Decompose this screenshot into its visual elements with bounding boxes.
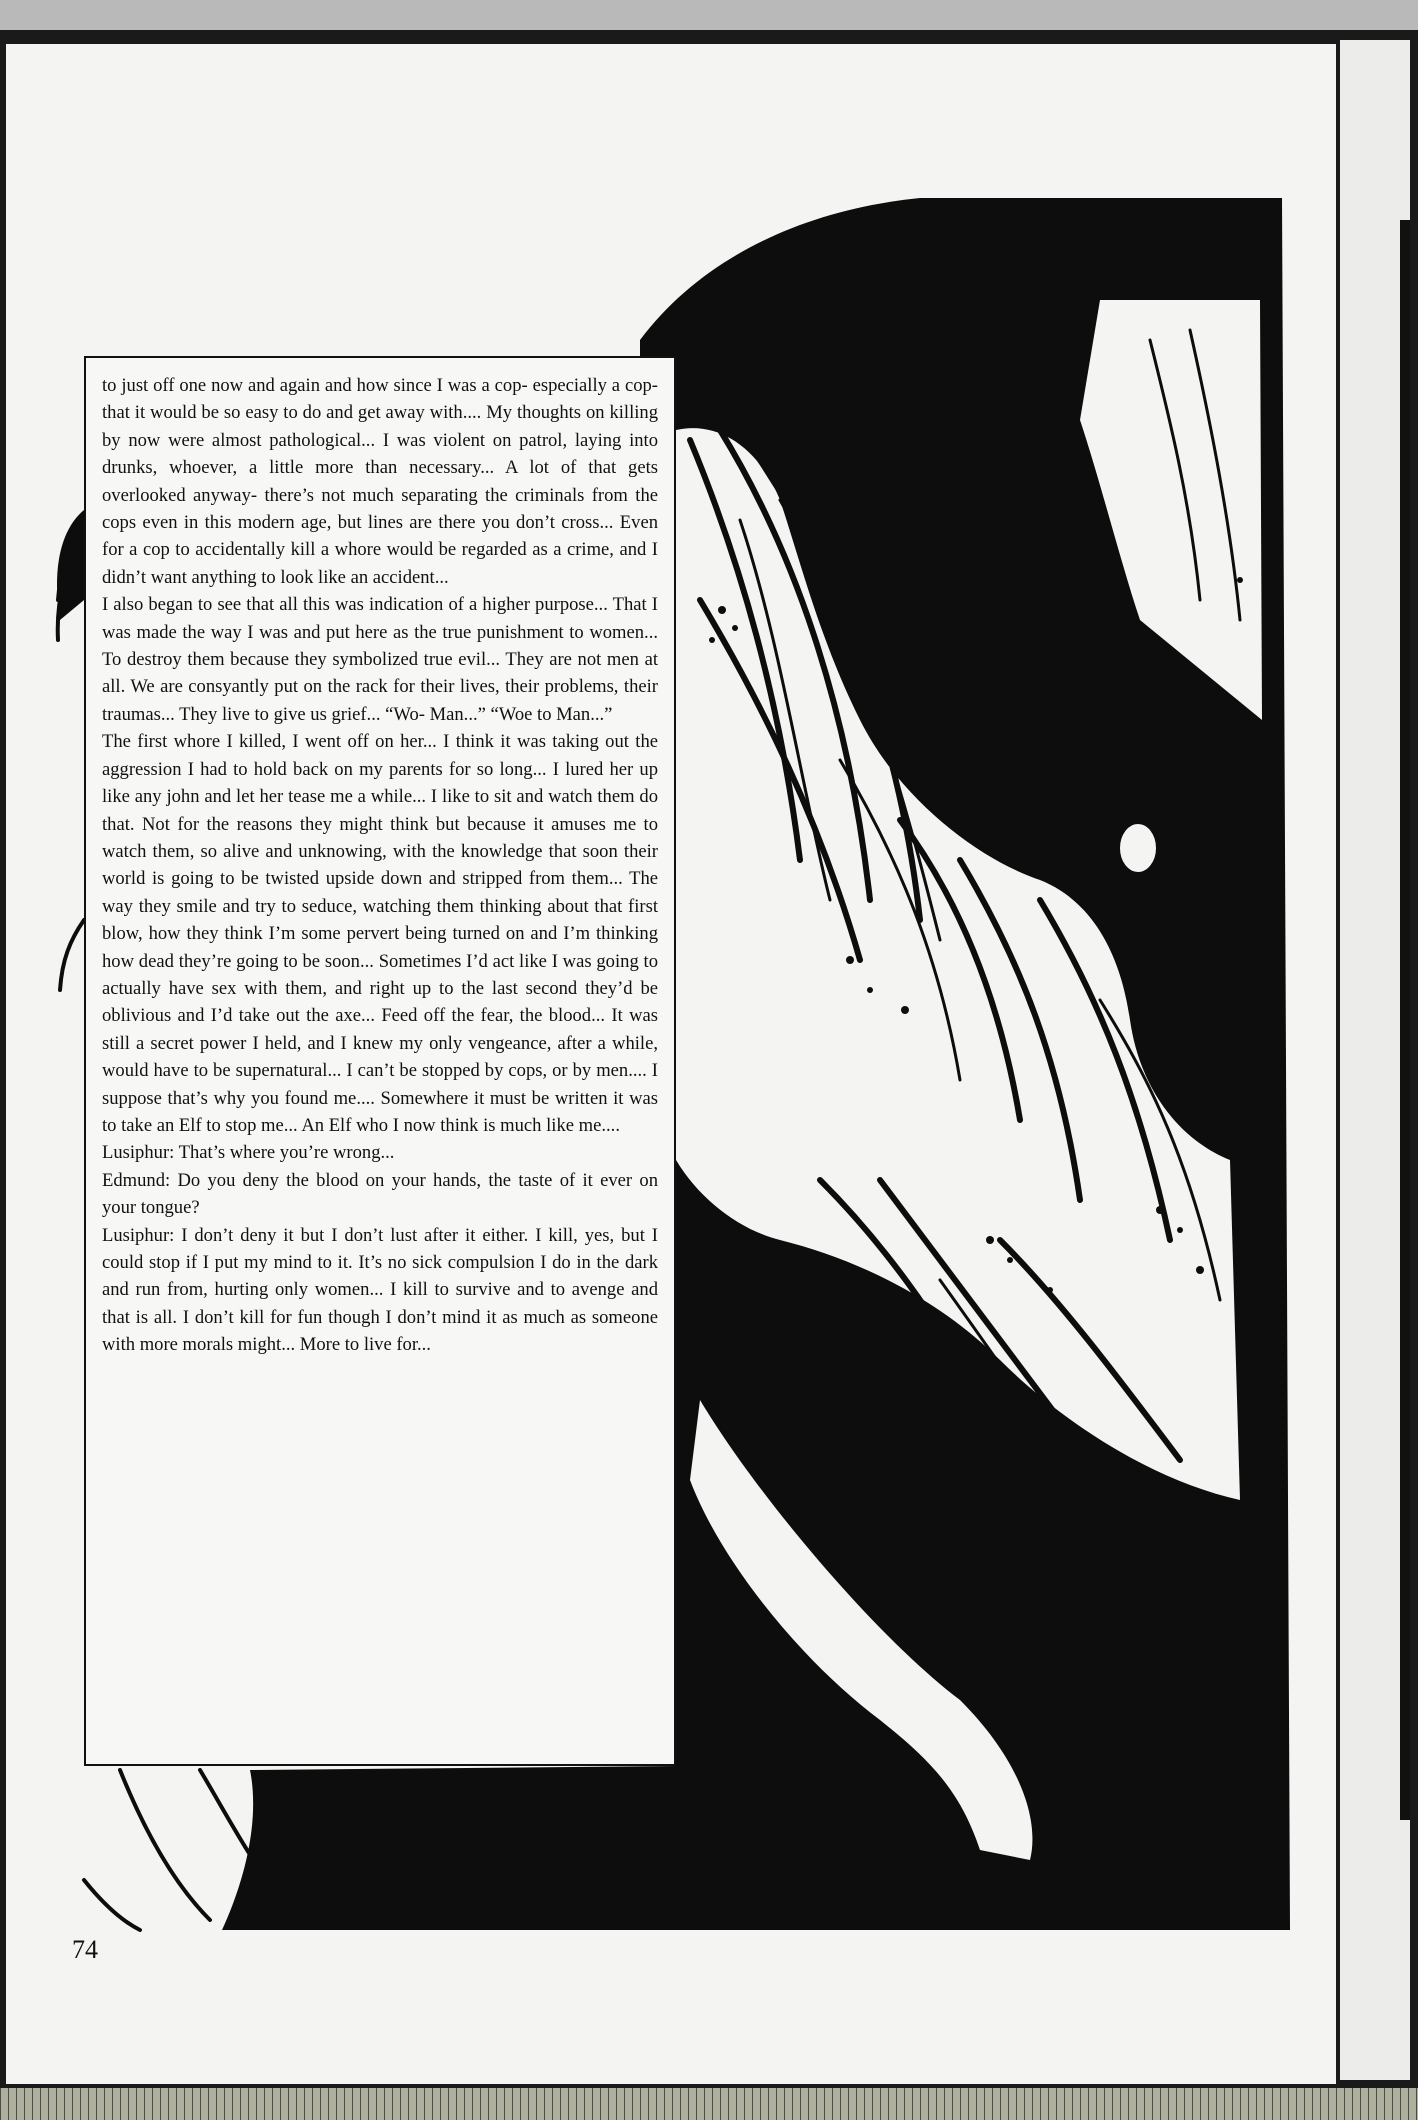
narration-text-box bbox=[84, 356, 676, 1766]
eye bbox=[1118, 822, 1158, 874]
narration-paragraph: The first whore I killed, I went off on her... I think it was taking out the aggression I had to hold back on my parents for so long... I lured her up like any john and let her tease me a while... I like to sit and watch them do that. Not for the reasons they might think but because it amuses me to watch them, so alive and unknowing, with the knowledge that soon their world is going to be twisted upside down and stripped from them... The way they smile and try to seduce, watching them thinking about that first blow, how they think I’m some pervert being turned on and I’m thinking how dead they’re going to be soon... Sometimes I’d act like I was going to actually have sex with them, and right up to the last second they’d be oblivious and I’d take out the axe... Feed off the fear, the blood... It was still a secret power I held, and I knew my only vengeance, after a while, would have to be supernatural... I can’t be stopped by cops, or by men.... I suppose that’s why you found me.... Somewhere it must be written it was to take an Elf to stop me... An Elf who I now think is much like me.... bbox=[102, 731, 658, 1136]
left-hair-tuft bbox=[57, 510, 84, 620]
dialogue-line-edmund: Edmund: Do you deny the blood on your hands, the taste of it ever on your tongue? bbox=[102, 1169, 658, 1219]
dialogue-line-lusiphur: Lusiphur: I don’t deny it but I don’t lust after it either. I kill, yes, but I could stop if I put my mind to it. It’s no sick compulsion I do in the dark and run from, hurting only women... I kill to survive and to avenge and that is all. I don’t kill for fun though I don’t mind it as much as someone with more morals might... More to live for... bbox=[102, 1224, 658, 1356]
narration-paragraph: I also began to see that all this was indication of a higher purpose... That I was made the way I was and put here as the true punishment to women... To destroy them because they symbolized true evil... They are not men at all. We are consyantly put on the rack for their lives, their problems, their traumas... They live to give us grief... “Wo- Man...” “Woe to Man...” bbox=[102, 594, 658, 725]
narration-paragraph: to just off one now and again and how since I was a cop- especially a cop- that it would be so easy to do and get away with.... My thoughts on killing by now were almost pathological... I was violent on patrol, laying into drunks, whoever, a little more than necessary... A lot of that gets overlooked anyway- there’s not much separating the criminals from the cops even in this modern age, but lines are there you don’t cross... Even for a cop to accidentally kill a whore would be regarded as a crime, and I didn’t want anything to look like an accident... bbox=[102, 375, 658, 588]
page-number: 74 bbox=[72, 1935, 98, 1964]
dialogue-line-lusiphur: Lusiphur: That’s where you’re wrong... bbox=[102, 1142, 395, 1164]
scanner-ruler bbox=[0, 2088, 1418, 2120]
